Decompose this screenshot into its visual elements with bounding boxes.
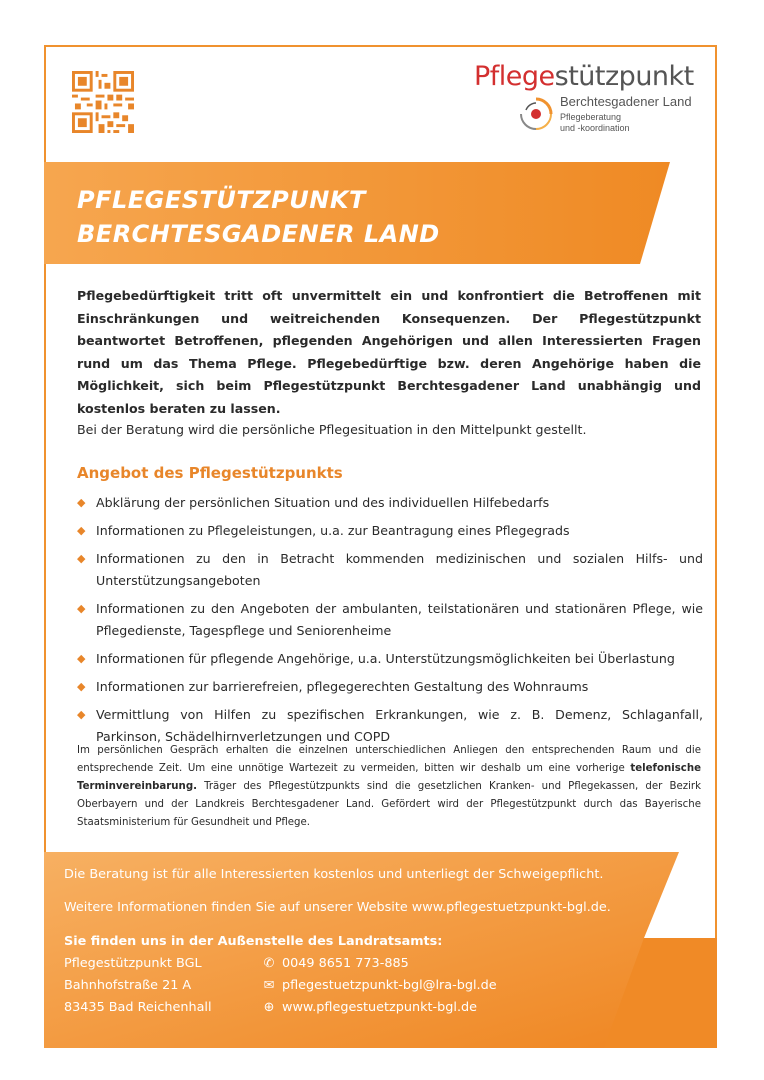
diamond-bullet-icon: ◆	[77, 496, 86, 509]
offer-heading: Angebot des Pflegestützpunkts	[77, 464, 343, 482]
email-contact[interactable]	[262, 976, 497, 996]
logo-tagline	[560, 112, 630, 134]
list-item-text: Informationen zu den Angeboten der ambulanten, teilstationären und stationären Pflege, wie Pflegedienste, Tagespflege und Seniorenheime	[96, 601, 703, 638]
list-item-text: Informationen zur barrierefreien, pflegegerechten Gestaltung des Wohnraums	[96, 679, 589, 694]
intro-paragraph: Pflegebedürftigkeit tritt oft unvermittelt ein und konfrontiert die Betroffenen mit Einschränkungen und weitreichenden Konsequenzen. Der Pflegestützpunkt beantwortet Betroffenen, pflegenden Angehörigen und allen Interessierten Fragen rund um das Thema Pflege. Pflegebedürftige bzw. deren Angehörige haben die Möglichkeit, sich beim Pflegestützpunkt Berchtesgadener Land unabhängig und kostenlos beraten zu lassen.	[77, 288, 701, 416]
logo-region: Berchtesgadener Land	[560, 94, 692, 109]
brand-logo	[474, 60, 724, 140]
location-heading: Sie finden uns in der Außenstelle des Landratsamts:	[64, 934, 443, 949]
diamond-bullet-icon: ◆	[77, 652, 86, 665]
list-item-text: Abklärung der persönlichen Situation und des individuellen Hilfebedarfs	[96, 495, 550, 510]
address-street: Bahnhofstraße 21 A	[64, 978, 192, 993]
logo-tagline-line1: Pflegeberatung	[560, 112, 622, 122]
free-consultation-note: Die Beratung ist für alle Interessierten kostenlos und unterliegt der Schweigepflicht.	[64, 867, 604, 882]
list-item	[77, 520, 703, 542]
logo-tagline-line2: und -koordination	[560, 123, 630, 133]
website-link[interactable]: www.pflegestuetzpunkt-bgl.de	[282, 1000, 478, 1015]
details-appointment-note: telefonische Terminvereinbarung.	[77, 763, 701, 792]
list-item	[77, 598, 703, 642]
list-item-text: Vermittlung von Hilfen zu spezifischen Erkrankungen, wie z. B. Demenz, Schlaganfall, Parkinson, Schädelhirnverletzungen und COPD	[96, 707, 703, 744]
website-note: Weitere Informationen finden Sie auf unserer Website www.pflegestuetzpunkt-bgl.de.	[64, 900, 611, 915]
list-item-text: Informationen zu den in Betracht kommenden medizinischen und sozialen Hilfs- und Unterstützungsangeboten	[96, 551, 703, 588]
list-item	[77, 548, 703, 592]
phone-icon: ✆	[263, 956, 275, 971]
page-title-line1: PFLEGESTÜTZPUNKT	[77, 186, 366, 214]
address-name: Pflegestützpunkt BGL	[64, 956, 202, 971]
logo-brand-part1: Pflege	[474, 61, 555, 92]
list-item-text: Informationen zu Pflegeleistungen, u.a. zur Beantragung eines Pflegegrads	[96, 523, 570, 538]
logo-wordmark	[474, 60, 694, 94]
details-text-1: Im persönlichen Gespräch erhalten die einzelnen unterschiedlichen Anliegen den entsprechenden Raum und die entsprechende Zeit. Um eine unnötige Wartezeit zu vermeiden, bitten wir deshalb um eine vorherige	[77, 745, 701, 774]
globe-icon: ⊕	[263, 1000, 275, 1015]
phone-contact[interactable]	[262, 954, 409, 974]
page-title	[77, 183, 637, 251]
envelope-icon: ✉	[263, 978, 275, 993]
qr-code[interactable]	[72, 71, 134, 133]
email-link[interactable]: pflegestuetzpunkt-bgl@lra-bgl.de	[282, 978, 497, 993]
lead-paragraph: Bei der Beratung wird die persönliche Pflegesituation in den Mittelpunkt gestellt.	[77, 422, 587, 437]
address-city: 83435 Bad Reichenhall	[64, 1000, 212, 1015]
diamond-bullet-icon: ◆	[77, 602, 86, 615]
list-item	[77, 676, 703, 698]
list-item	[77, 492, 703, 514]
diamond-bullet-icon: ◆	[77, 552, 86, 565]
offer-list	[77, 492, 703, 748]
details-text-2: Träger des Pflegestützpunkts sind die gesetzlichen Kranken- und Pflegekassen, der Bezirk Oberbayern und der Landkreis Berchtesgadener Land. Gefördert wird der Pflegestützpunkt durch das Bayerische Staatsministerium für Gesundheit und Pflege.	[77, 781, 701, 828]
logo-swirl-icon	[518, 96, 554, 132]
web-contact[interactable]	[262, 998, 477, 1018]
details-paragraph	[77, 742, 701, 832]
logo-brand-part2: stützpunkt	[554, 61, 694, 92]
page-title-line2: BERCHTESGADENER LAND	[77, 220, 440, 248]
diamond-bullet-icon: ◆	[77, 680, 86, 693]
diamond-bullet-icon: ◆	[77, 708, 86, 721]
phone-number[interactable]: 0049 8651 773-885	[282, 956, 409, 971]
list-item	[77, 648, 703, 670]
list-item-text: Informationen für pflegende Angehörige, u.a. Unterstützungsmöglichkeiten bei Überlastung	[96, 651, 675, 666]
diamond-bullet-icon: ◆	[77, 524, 86, 537]
